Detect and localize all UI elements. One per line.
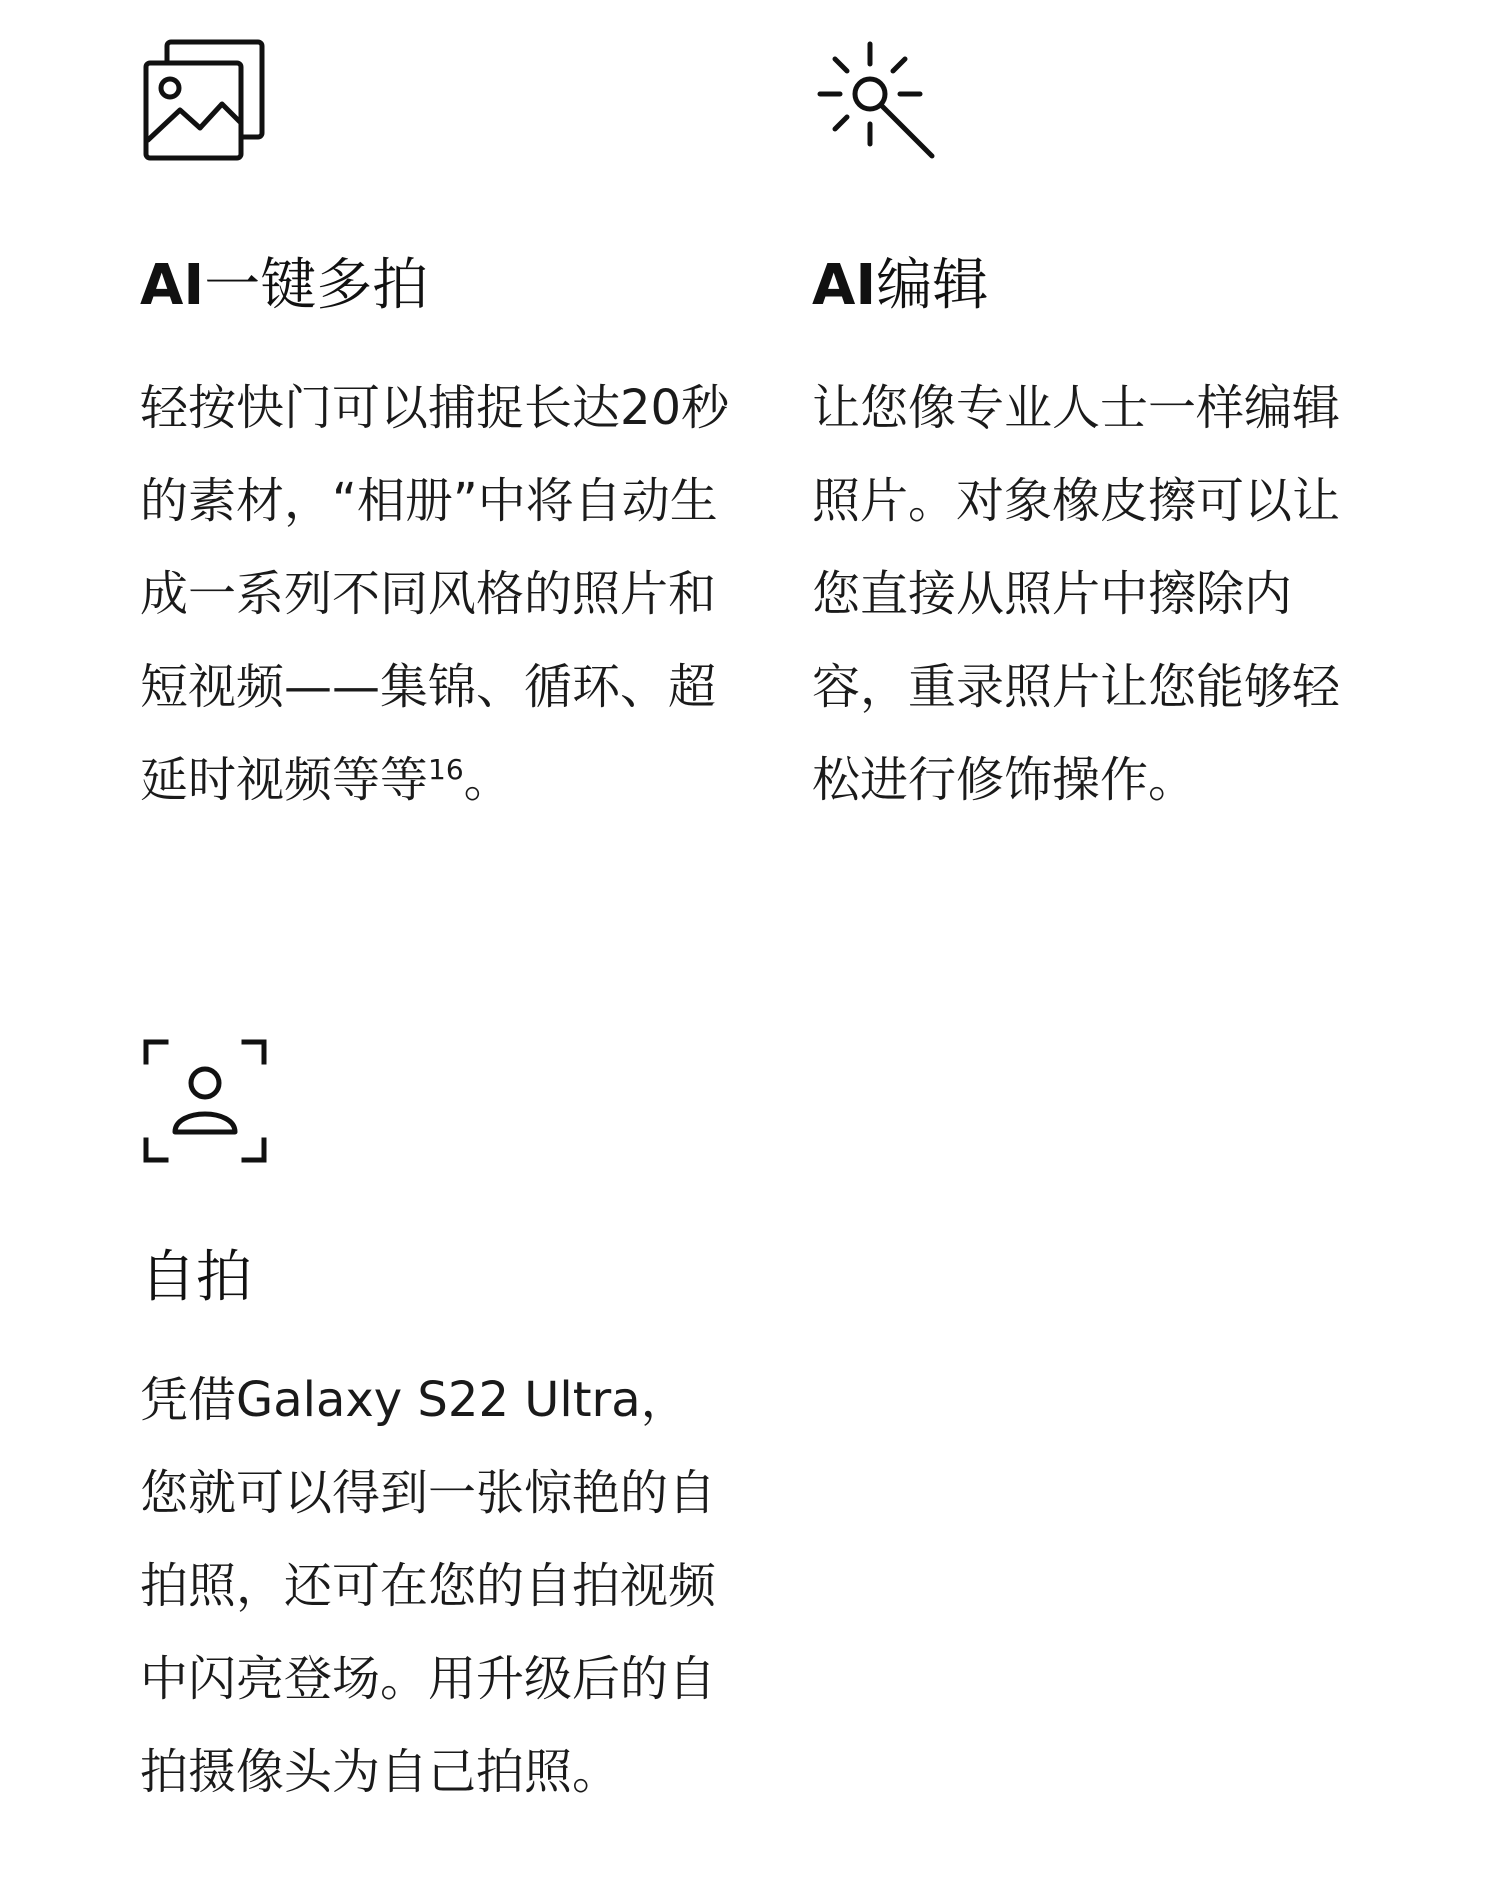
feature-title: AI编辑 xyxy=(812,253,989,318)
image-gallery-icon xyxy=(140,36,270,166)
magic-wand-sparkle-icon xyxy=(812,36,942,166)
feature-title: AI一键多拍 xyxy=(140,253,429,318)
feature-title: 自拍 xyxy=(140,1245,252,1310)
feature-description: 轻按快门可以捕捉长达20秒的素材，“相册”中将自动生成一系列不同风格的照片和短视频——集锦、循环、超延时视频等等$^{16}$。 xyxy=(140,380,730,808)
feature-description: 让您像专业人士一样编辑照片。对象橡皮擦可以让您直接从照片中擦除内容，重录照片让您能够轻松进行修饰操作。 xyxy=(812,380,1341,808)
selfie-focus-icon xyxy=(140,1036,270,1166)
feature-ai-multi-shot xyxy=(140,36,760,827)
feature-selfie xyxy=(140,1036,720,1819)
footnote-marker[interactable]: 16 xyxy=(428,753,464,786)
feature-description: 凭借Galaxy S22 Ultra，您就可以得到一张惊艳的自拍照，还可在您的自拍视频中闪亮登场。用升级后的自拍摄像头为自己拍照。 xyxy=(140,1372,717,1800)
feature-ai-edit xyxy=(812,36,1382,827)
